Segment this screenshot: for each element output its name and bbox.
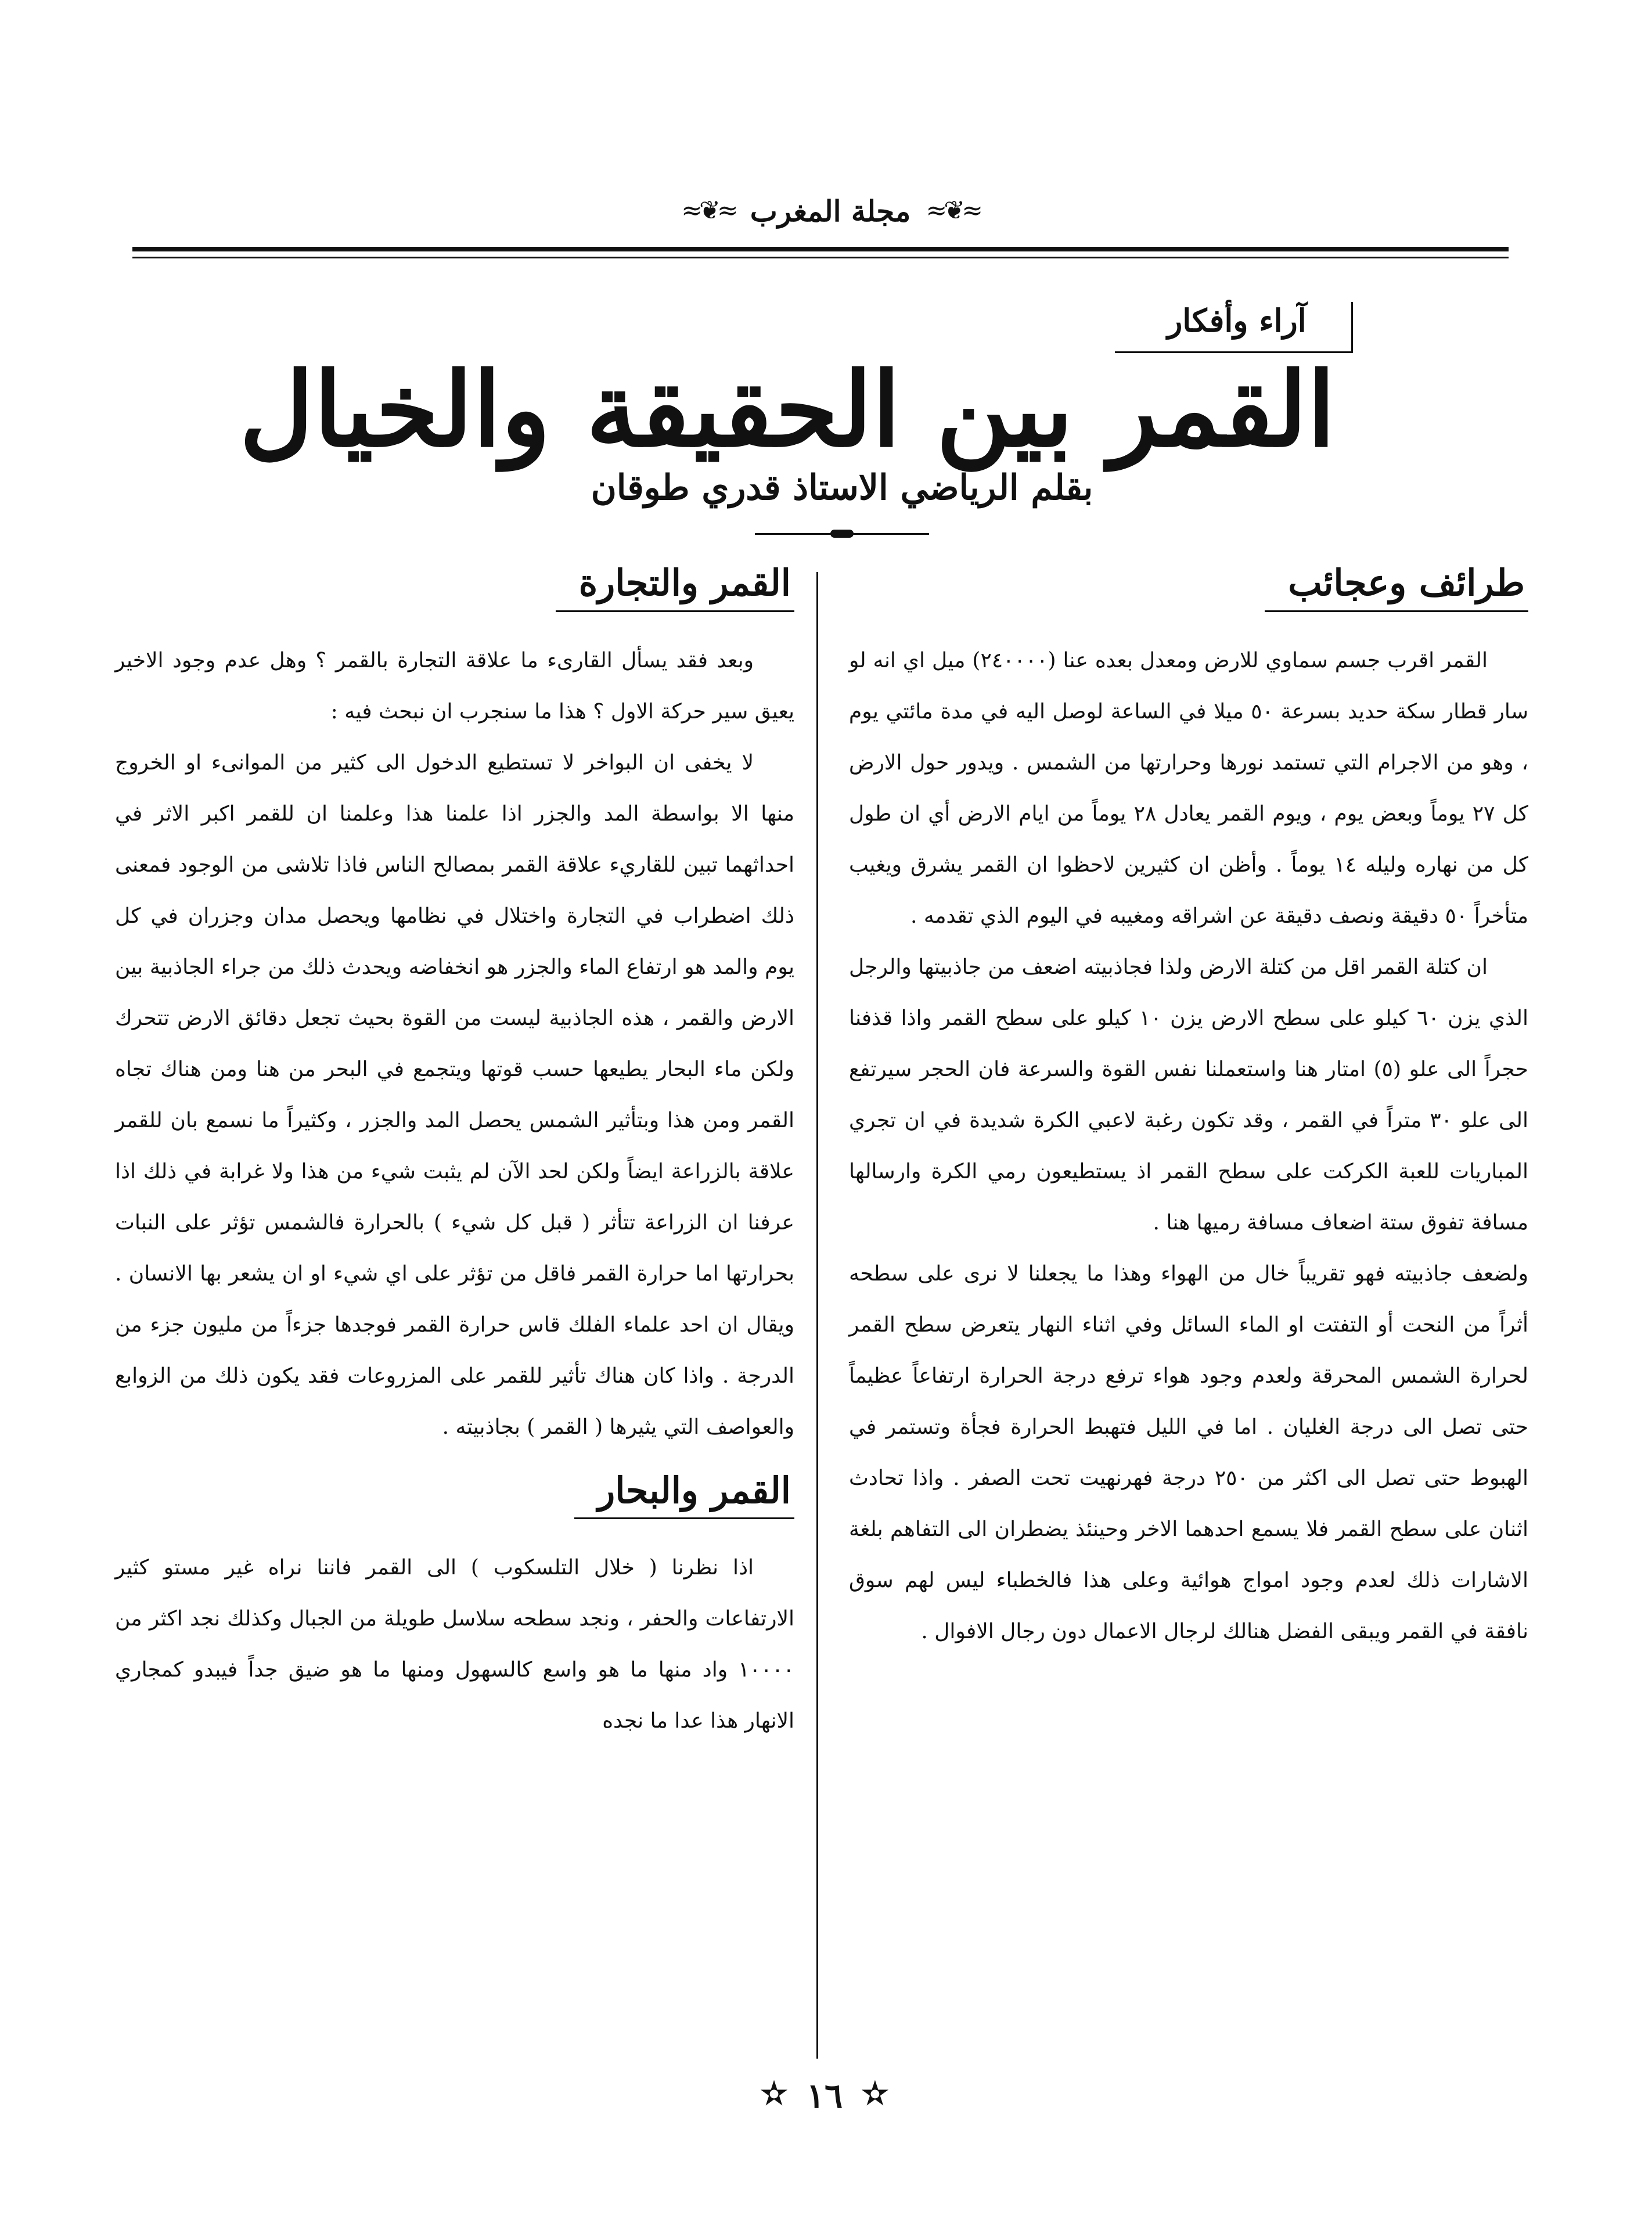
header-rule-thin	[132, 257, 1509, 258]
ornament-left-icon: ≈❦≈	[681, 196, 735, 225]
heading-curiosities: طرائف وعجائب	[1265, 560, 1528, 612]
article-byline: بقلم الرياضي الاستاذ قدري طوقان	[591, 467, 1093, 508]
page-number: ١٦	[806, 2076, 843, 2116]
column-divider	[816, 572, 818, 2059]
star-right-icon: ✫	[862, 2076, 888, 2111]
column-right	[849, 560, 1528, 1657]
ornament-right-icon: ≈❦≈	[926, 196, 980, 225]
star-left-icon: ✫	[761, 2076, 787, 2111]
journal-name: مجلة المغرب	[750, 193, 911, 228]
paragraph: وبعد فقد يسأل القارىء ما علاقة التجارة بالقمر ؟ وهل عدم وجود الاخير يعيق سير حركة الاول ؟ هذا ما سنجرب ان نبحث فيه :	[115, 648, 794, 724]
title-divider-ornament	[830, 530, 854, 538]
running-header	[650, 185, 1010, 237]
column-left	[115, 560, 794, 1747]
paragraph: ان كتلة القمر اقل من كتلة الارض ولذا فجاذبيته اضعف من جاذبيتها والرجل الذي يزن ٦٠ كيلو على سطح الارض يزن ١٠ كيلو على سطح القمر واذا قذفنا حجراً الى علو (٥) امتار هنا واستعملنا نفس القوة والسرعة فان الحجر سيرتفع الى علو ٣٠ متراً في القمر ، وقد تكون رغبة لاعبي الكرة شديدة في ان تجري المباريات للعبة الكركت على سطح القمر اذ يستطيعون رمي الكرة وارسالها مسافة تفوق ستة اضعاف مسافة رميها هنا .	[849, 955, 1529, 1235]
heading-moon-and-seas: القمر والبحار	[574, 1468, 794, 1520]
section-label-tick	[1351, 302, 1353, 353]
paragraph: ولضعف جاذبيته فهو تقريباً خال من الهواء وهذا ما يجعلنا لا نرى على سطحه أثراً من النحت أو التفتت او الماء السائل وفي اثناء النهار يتعرض سطح القمر لحرارة الشمس المحرقة ولعدم وجود هواء ترفع درجة الحرارة ارتفاعاً عظيماً حتى تصل الى درجة الغليان . اما في الليل فتهبط الحرارة فجأة وتستمر في الهبوط حتى تصل الى اكثر من ٢٥٠ درجة فهرنهيت تحت الصفر . واذا تحادث اثنان على سطح القمر فلا يسمع احدهما الاخر وحينئذ يضطران الى التفاهم بلغة الاشارات ذلك لعدم وجود امواج هوائية وعلى هذا فالخطباء ليس لهم سوق نافقة في القمر ويبقى الفضل هنالك لرجال الاعمال دون رجال الافوال .	[849, 1261, 1529, 1643]
article-title: القمر بين الحقيقة والخيال	[239, 350, 1336, 470]
header-rule-thick	[132, 247, 1509, 251]
section-label: آراء وأفكار	[1167, 302, 1307, 339]
page-folio	[708, 2076, 941, 2116]
paragraph: القمر اقرب جسم سماوي للارض ومعدل بعده عنا (٢٤٠٠٠٠) ميل اي انه لو سار قطار سكة حديد بسرعة ٥٠ ميلا في الساعة لوصل اليه في مدة مائتي يوم ، وهو من الاجرام التي تستمد نورها وحرارتها من الشمس . ويدور حول الارض كل ٢٧ يوماً وبعض يوم ، ويوم القمر يعادل ٢٨ يوماً من ايام الارض أي ان طول كل من نهاره وليله ١٤ يوماً . وأظن ان كثيرين لاحظوا ان القمر يشرق ويغيب متأخراً ٥٠ دقيقة ونصف دقيقة عن اشراقه ومغيبه في اليوم الذي تقدمه .	[849, 648, 1528, 928]
paragraph: لا يخفى ان البواخر لا تستطيع الدخول الى كثير من الموانىء او الخروج منها الا بواسطة المد والجزر اذا علمنا هذا وعلمنا ان للقمر اكبر الاثر في احداثهما تبين للقاريء علاقة القمر بمصالح الناس فاذا تلاشى من الوجود فمعنى ذلك اضطراب في التجارة واختلال في نظامها ويحصل مدان وجزران في كل يوم والمد هو ارتفاع الماء والجزر هو انخفاضه ويحدث ذلك من جراء الجاذبية بين الارض والقمر ، هذه الجاذبية ليست من القوة بحيث تجعل دقائق الارض تتحرك ولكن ماء البحار يطيعها حسب قوتها ويتجمع في البحر من هنا ومن هناك تجاه القمر ومن هذا وبتأثير الشمس يحصل المد والجزر ، وكثيراً ما نسمع بان للقمر علاقة بالزراعة ايضاً ولكن لحد الآن لم يثبت شيء من هذا ولا غرابة في ذلك اذا عرفنا ان الزراعة تتأثر ( قبل كل شيء ) بالحرارة فالشمس تؤثر على النبات بحرارتها اما حرارة القمر فاقل من تؤثر على اي شيء او ان يشعر بها الانسان . ويقال ان احد علماء الفلك قاس حرارة القمر فوجدها جزءاً من مليون جزء من الدرجة . واذا كان هناك تأثير للقمر على المزروعات فقد يكون ذلك من الزوابع والعواصف التي يثيرها ( القمر ) بجاذبيته .	[115, 750, 794, 1439]
heading-moon-and-trade: القمر والتجارة	[556, 560, 794, 612]
paragraph: اذا نظرنا ( خلال التلسكوب ) الى القمر فاننا نراه غير مستو كثير الارتفاعات والحفر ، ونجد سطحه سلاسل طويلة من الجبال وكذلك نجد اكثر من ١٠٠٠٠ واد منها ما هو واسع كالسهول ومنها ما هو ضيق جداً فيبدو كمجاري الانهار هذا عدا ما نجده	[115, 1556, 794, 1733]
